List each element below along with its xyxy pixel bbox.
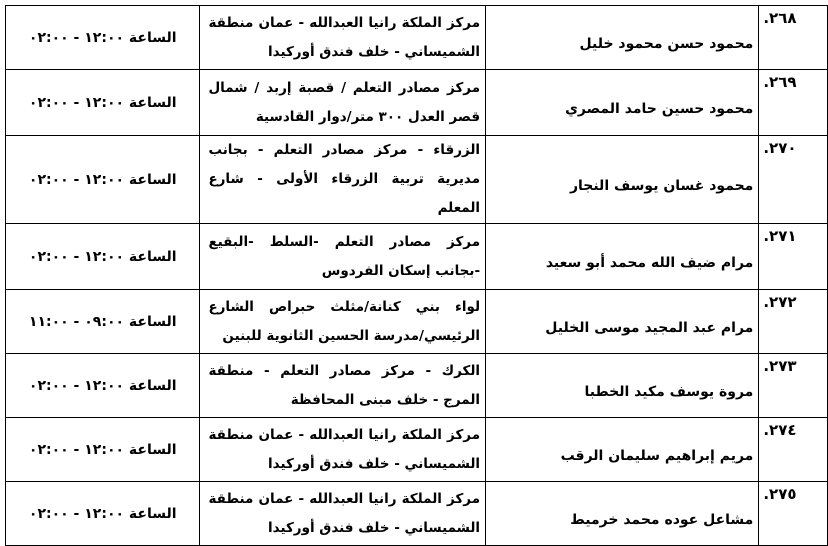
- table-row: [6, 6, 828, 70]
- name-text: محمود غسان يوسف النجار: [569, 177, 754, 194]
- name-text: مرام ضيف الله محمد أبو سعيد: [545, 254, 754, 271]
- applicant-name: [486, 70, 759, 136]
- location-text: الزرقاء - مركز مصادر التعلم - بجانب مديرية تربية الزرقاء الأولى - شارع المعلم: [208, 142, 481, 216]
- applicant-name: [486, 482, 759, 546]
- appointment-location: [200, 70, 486, 136]
- applicant-name: [486, 224, 759, 290]
- applicant-name: [486, 354, 759, 418]
- appointment-location: [200, 224, 486, 290]
- appointment-time: الساعة ٠٩:٠٠ - ١١:٠٠: [6, 290, 200, 354]
- row-number: .٢٧٢: [759, 290, 828, 354]
- row-number: .٢٧٥: [759, 482, 828, 546]
- appointment-time: الساعة ١٢:٠٠ - ٠٢:٠٠: [6, 6, 200, 70]
- table-row: [6, 418, 828, 482]
- name-text: محمود حسن محمود خليل: [579, 35, 754, 52]
- row-number: .٢٧٤: [759, 418, 828, 482]
- appointments-table: [5, 5, 828, 546]
- name-text: مروة يوسف مكيد الخطبا: [584, 383, 754, 400]
- appointment-location: [200, 482, 486, 546]
- appointment-location: [200, 354, 486, 418]
- table-body: [6, 6, 828, 546]
- appointment-time: الساعة ١٢:٠٠ - ٠٢:٠٠: [6, 482, 200, 546]
- name-text: مشاعل عوده محمد خرميط: [570, 511, 754, 528]
- location-text: مركز الملكة رانيا العبدالله - عمان منطقة الشميساني - خلف فندق أوركيدا: [208, 14, 481, 60]
- location-text: مركز الملكة رانيا العبدالله - عمان منطقة الشميساني - خلف فندق أوركيدا: [208, 426, 481, 472]
- name-text: محمود حسين حامد المصري: [565, 100, 754, 117]
- applicant-name: [486, 418, 759, 482]
- appointment-location: [200, 136, 486, 224]
- appointment-time: الساعة ١٢:٠٠ - ٠٢:٠٠: [6, 224, 200, 290]
- appointment-location: [200, 6, 486, 70]
- appointment-location: [200, 290, 486, 354]
- applicant-name: [486, 290, 759, 354]
- location-text: مركز الملكة رانيا العبدالله - عمان منطقة الشميساني - خلف فندق أوركيدا: [208, 490, 481, 536]
- appointment-time: الساعة ١٢:٠٠ - ٠٢:٠٠: [6, 418, 200, 482]
- appointment-time: الساعة ١٢:٠٠ - ٠٢:٠٠: [6, 70, 200, 136]
- location-text: مركز مصادر التعلم / قصبة إربد / شمال قصر العدل ٣٠٠ متر/دوار القادسية: [208, 79, 481, 125]
- row-number: .٢٧١: [759, 224, 828, 290]
- table-row: [6, 136, 828, 224]
- location-text: لواء بني كنانة/مثلث حبراص الشارع الرئيسي/مدرسة الحسين الثانوية للبنين: [208, 298, 481, 344]
- location-text: مركز مصادر التعلم -السلط -البقيع -بجانب إسكان الفردوس: [208, 233, 481, 279]
- row-number: .٢٦٩: [759, 70, 828, 136]
- name-text: مريم إبراهيم سليمان الرقب: [560, 447, 754, 464]
- applicant-name: [486, 6, 759, 70]
- appointment-time: الساعة ١٢:٠٠ - ٠٢:٠٠: [6, 136, 200, 224]
- row-number: .٢٦٨: [759, 6, 828, 70]
- table-row: [6, 290, 828, 354]
- table-row: [6, 70, 828, 136]
- table-row: [6, 354, 828, 418]
- table-row: [6, 482, 828, 546]
- name-text: مرام عبد المجيد موسى الخليل: [545, 319, 754, 336]
- applicant-name: [486, 136, 759, 224]
- appointment-time: الساعة ١٢:٠٠ - ٠٢:٠٠: [6, 354, 200, 418]
- row-number: .٢٧٣: [759, 354, 828, 418]
- appointment-location: [200, 418, 486, 482]
- row-number: .٢٧٠: [759, 136, 828, 224]
- table-row: [6, 224, 828, 290]
- location-text: الكرك - مركز مصادر التعلم - منطقة المرج - خلف مبنى المحافظة: [208, 362, 481, 408]
